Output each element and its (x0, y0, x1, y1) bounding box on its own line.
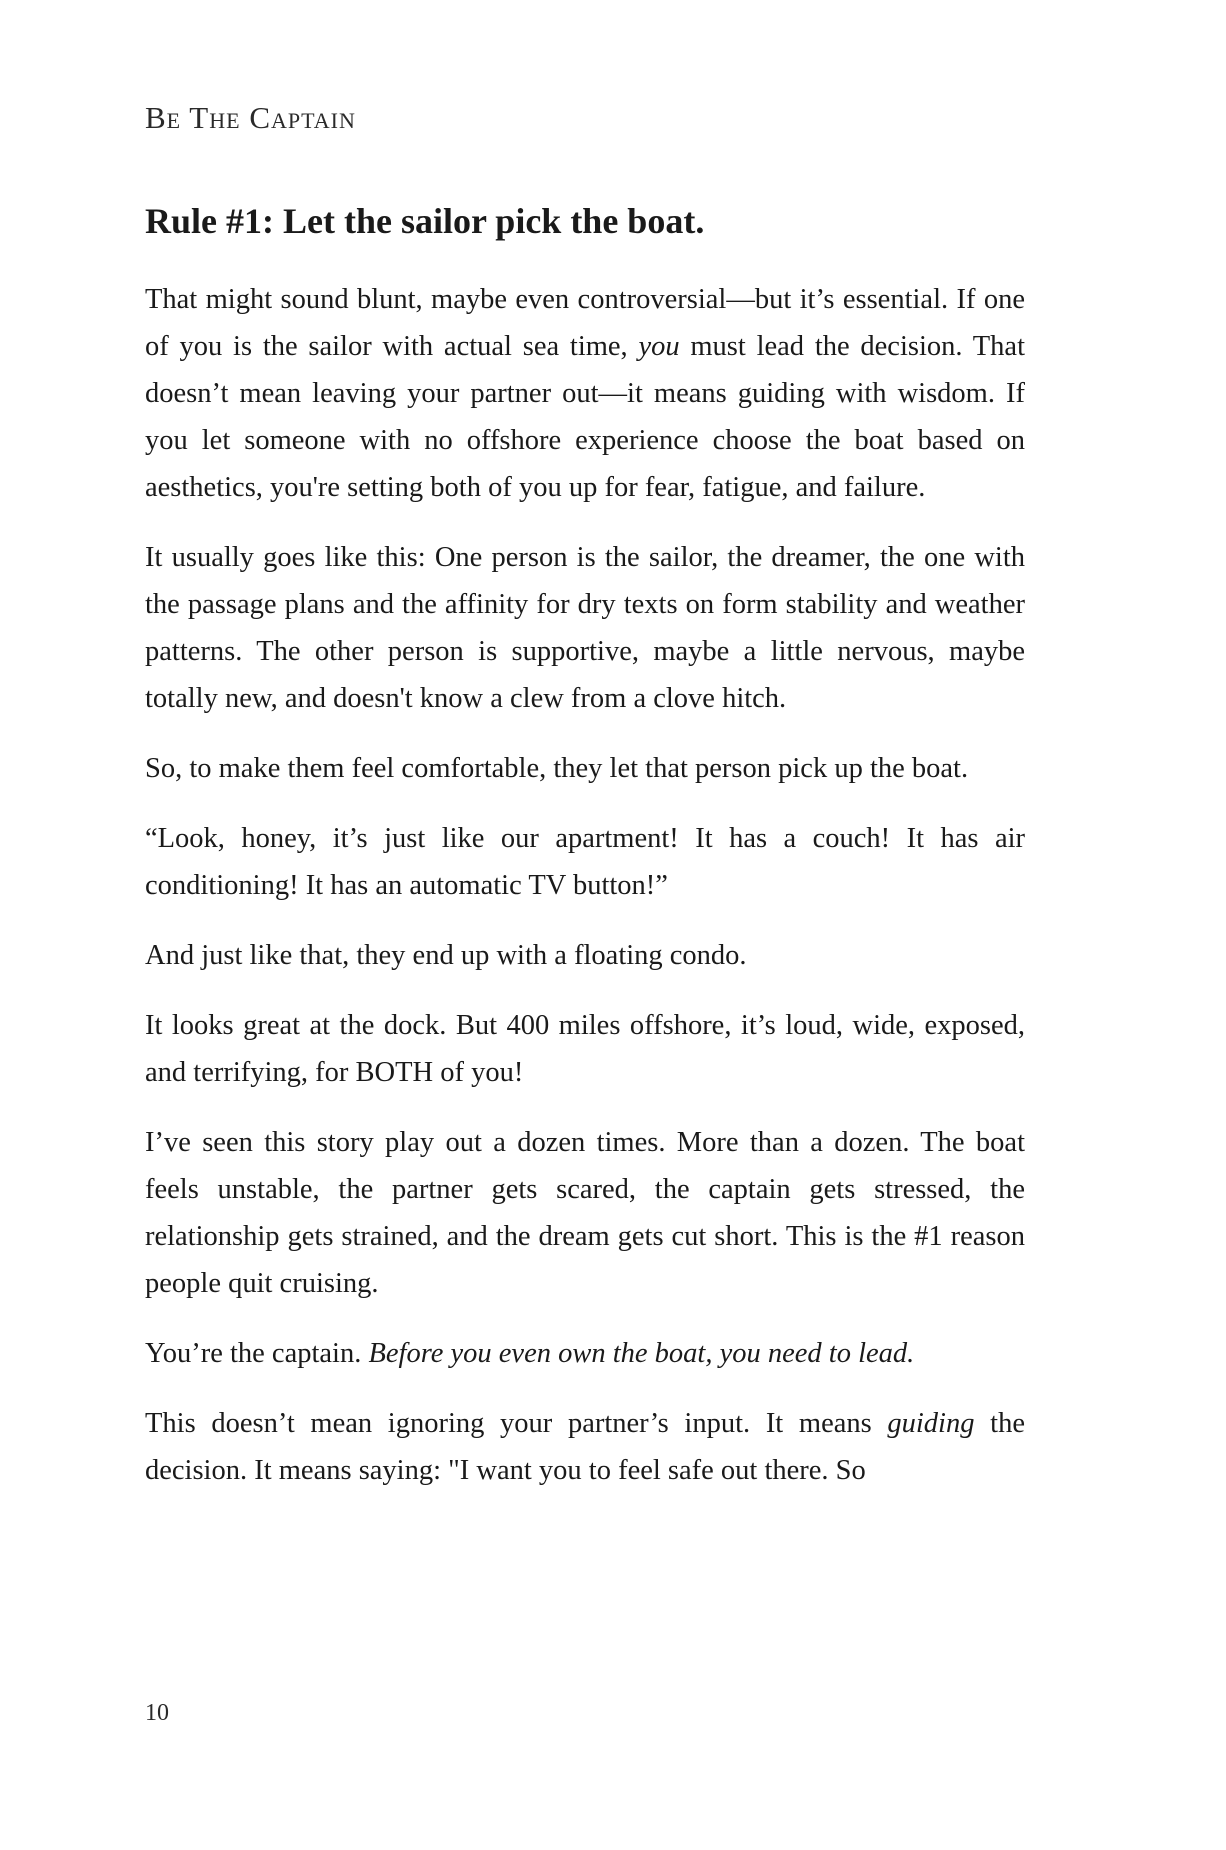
body-text (145, 276, 1025, 1517)
paragraph-5: And just like that, they end up with a floating condo. (145, 940, 747, 971)
running-head: Be The Captain (145, 100, 356, 135)
paragraph-1-text-b: must lead the decision. That doesn’t mean leaving your partner out—it means guiding with wisdom. If you let someone with no offshore experience choose the boat based on aesthetics, you're setting both of you up for fear, fatigue, and failure. (145, 331, 1025, 503)
paragraph-1-emphasis: you (638, 331, 680, 362)
paragraph-4: “Look, honey, it’s just like our apartment! It has a couch! It has air conditioning! It has an automatic TV button!” (145, 823, 1025, 901)
paragraph-2: It usually goes like this: One person is the sailor, the dreamer, the one with the passage plans and the affinity for dry texts on form stability and weather patterns. The other person is supportive, maybe a little nervous, maybe totally new, and doesn't know a clew from a clove hitch. (145, 542, 1025, 714)
section-title: Rule #1: Let the sailor pick the boat. (145, 201, 705, 241)
paragraph-7: I’ve seen this story play out a dozen times. More than a dozen. The boat feels unstable, the partner gets scared, the captain gets stressed, the relationship gets strained, and the dream gets cut short. This is the #1 reason people quit cruising. (145, 1127, 1025, 1299)
paragraph-6: It looks great at the dock. But 400 miles offshore, it’s loud, wide, exposed, and terrifying, for BOTH of you! (145, 1010, 1025, 1088)
paragraph-8 (145, 1330, 1025, 1377)
paragraph-9-emphasis: guiding (887, 1408, 975, 1439)
page-number: 10 (145, 1700, 169, 1726)
paragraph-9-text-b: the decision. It means saying: "I want you to feel safe out there. So (145, 1408, 1025, 1486)
paragraph-9 (145, 1400, 1025, 1494)
paragraph-1 (145, 276, 1025, 511)
paragraph-8-text-a: You’re the captain. (145, 1338, 369, 1369)
paragraph-3: So, to make them feel comfortable, they let that person pick up the boat. (145, 753, 969, 784)
paragraph-1-text-a: That might sound blunt, maybe even controversial—but it’s essential. If one of you is the sailor with actual sea time, (145, 284, 1025, 362)
paragraph-9-text-a: This doesn’t mean ignoring your partner’s input. It means (145, 1408, 888, 1439)
paragraph-8-emphasis: Before you even own the boat, you need to lead. (368, 1338, 915, 1369)
